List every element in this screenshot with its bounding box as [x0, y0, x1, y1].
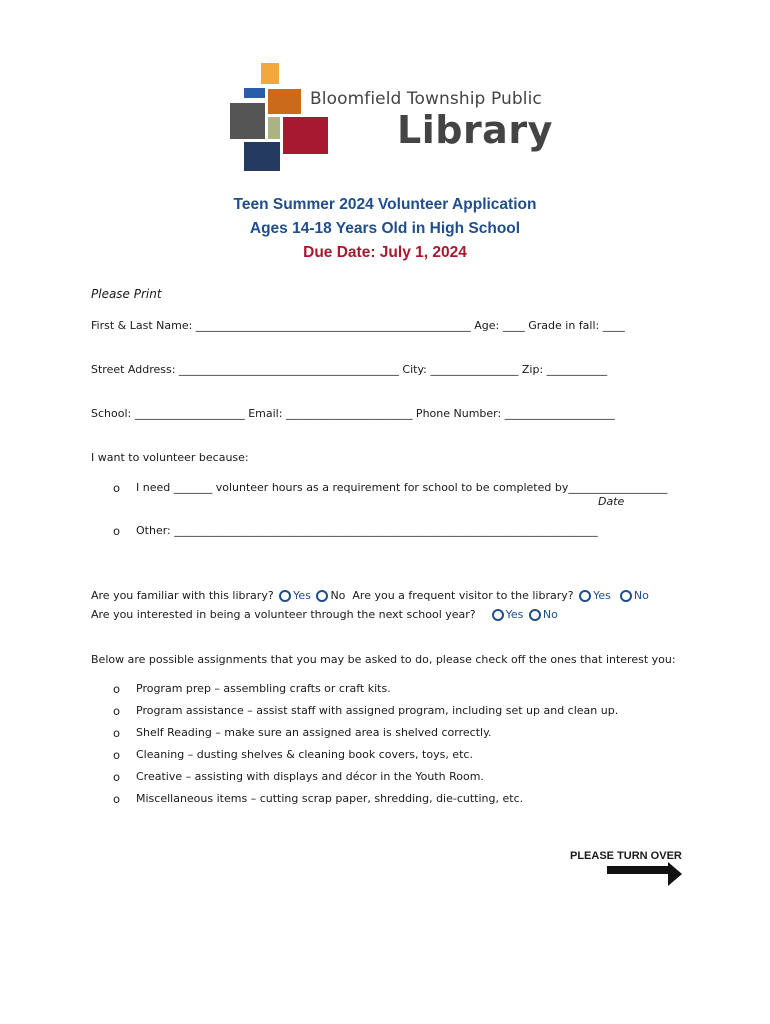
assignment-item[interactable]: Cleaning – dusting shelves & cleaning book covers, toys, etc.	[136, 748, 473, 761]
assignment-item[interactable]: Miscellaneous items – cutting scrap paper, shredding, die-cutting, etc.	[136, 792, 524, 805]
assignment-item[interactable]: Program prep – assembling crafts or craft kits.	[136, 682, 391, 695]
radio-no-label: No	[330, 589, 346, 602]
logo-square-blue-small	[244, 88, 265, 98]
logo-square-navy	[244, 142, 280, 171]
logo-square-orange-small	[261, 63, 279, 84]
bullet: o	[113, 481, 121, 495]
question-row-1	[91, 589, 649, 602]
frequent-yes-radio[interactable]	[579, 590, 591, 602]
question-interested: Are you interested in being a volunteer through the next school year?	[91, 608, 476, 621]
logo-square-olive	[268, 117, 280, 139]
logo-text-line1: Bloomfield Township Public	[310, 89, 542, 109]
bullet: o	[113, 682, 121, 696]
age-requirement: Ages 14-18 Years Old in High School	[249, 220, 521, 237]
reason-other: Other: _____________________________________________________________________________	[136, 524, 598, 537]
volunteer-because-label: I want to volunteer because:	[91, 451, 249, 464]
familiar-no-radio[interactable]	[316, 590, 328, 602]
interested-no-radio[interactable]	[529, 609, 541, 621]
please-print-note: Please Print	[91, 287, 162, 301]
frequent-no-radio[interactable]	[620, 590, 632, 602]
assignments-intro: Below are possible assignments that you may be asked to do, please check off the ones that interest you:	[91, 653, 676, 666]
due-date: Due Date: July 1, 2024	[303, 244, 467, 261]
familiar-yes-radio[interactable]	[279, 590, 291, 602]
radio-yes-label: Yes	[293, 589, 311, 602]
form-title: Teen Summer 2024 Volunteer Application	[233, 196, 537, 213]
logo-square-gray	[230, 103, 265, 139]
reason-hours: I need _______ volunteer hours as a requirement for school to be completed by__________________	[136, 481, 668, 494]
bullet: o	[113, 770, 121, 784]
assignment-item[interactable]: Shelf Reading – make sure an assigned area is shelved correctly.	[136, 726, 492, 739]
please-turn-over: PLEASE TURN OVER	[570, 850, 682, 862]
radio-no-label: No	[633, 589, 649, 602]
question-familiar: Are you familiar with this library?	[91, 589, 274, 602]
logo-text-line2: Library	[397, 108, 553, 152]
question-row-2	[91, 608, 558, 621]
question-frequent: Are you a frequent visitor to the library?	[352, 589, 574, 602]
date-caption: Date	[598, 495, 625, 508]
logo-square-orange	[268, 89, 301, 114]
interested-yes-radio[interactable]	[492, 609, 504, 621]
assignment-item[interactable]: Creative – assisting with displays and décor in the Youth Room.	[136, 770, 484, 783]
bullet: o	[113, 726, 121, 740]
bullet: o	[113, 748, 121, 762]
bullet: o	[113, 704, 121, 718]
logo-square-red	[283, 117, 328, 154]
radio-no-label: No	[542, 608, 558, 621]
assignment-item[interactable]: Program assistance – assist staff with assigned program, including set up and clean up.	[136, 704, 619, 717]
bullet: o	[113, 524, 121, 538]
school-email-phone-row: School: ____________________ Email: _______________________ Phone Number: ____________________	[91, 407, 615, 420]
address-row: Street Address: ________________________________________ City: ________________ Zip: ___________	[91, 363, 608, 376]
radio-yes-label: Yes	[505, 608, 524, 621]
name-age-grade-row: First & Last Name: __________________________________________________ Age: ____ Grade in fall: ____	[91, 319, 625, 332]
bullet: o	[113, 792, 121, 806]
radio-yes-label: Yes	[593, 589, 611, 602]
